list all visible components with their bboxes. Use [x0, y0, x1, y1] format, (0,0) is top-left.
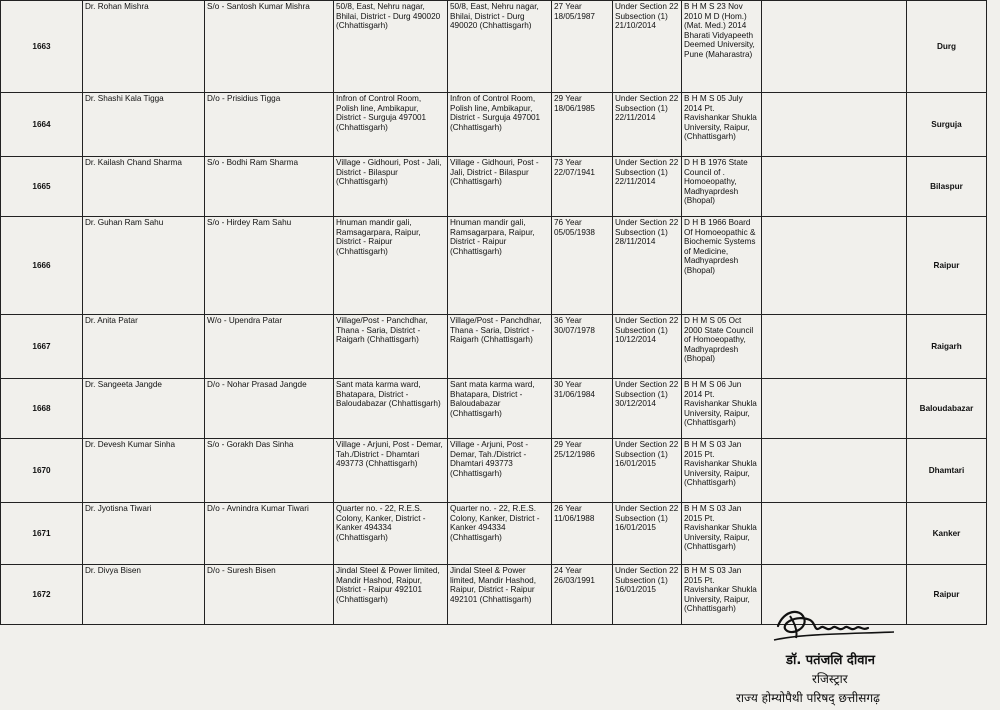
registration-section: Under Section 22 Subsection (1) 21/10/2014 [613, 1, 682, 93]
present-address: Village - Gidhouri, Post - Jali, District - Bilaspur (Chhattisgarh) [448, 157, 552, 217]
registrar-signature [770, 604, 900, 646]
remarks-cell [762, 315, 907, 379]
present-address: Village/Post - Panchdhar, Thana - Saria, District - Raigarh (Chhattisgarh) [448, 315, 552, 379]
qualification: D H M S 05 Oct 2000 State Council of Homoeopathy, Madhyaprdesh (Bhopal) [682, 315, 762, 379]
serial-number: 1672 [1, 565, 83, 625]
parent-relation: S/o - Santosh Kumar Mishra [205, 1, 334, 93]
present-address: Infron of Control Room, Polish line, Ambikapur, District - Surguja 497001 (Chhattisgarh) [448, 93, 552, 157]
registration-section: Under Section 22 Subsection (1) 16/01/2015 [613, 503, 682, 565]
doctor-name: Dr. Kailash Chand Sharma [83, 157, 205, 217]
district: Durg [907, 1, 987, 93]
serial-number: 1668 [1, 379, 83, 439]
table-row [1, 217, 987, 315]
age-dob: 27 Year 18/05/1987 [552, 1, 613, 93]
parent-relation: D/o - Suresh Bisen [205, 565, 334, 625]
age-dob: 29 Year 25/12/1986 [552, 439, 613, 503]
parent-relation: S/o - Hirdey Ram Sahu [205, 217, 334, 315]
table-row [1, 439, 987, 503]
serial-number: 1664 [1, 93, 83, 157]
qualification: D H B 1976 State Council of . Homoeopathy, Madhyaprdesh (Bhopal) [682, 157, 762, 217]
registration-section: Under Section 22 Subsection (1) 28/11/2014 [613, 217, 682, 315]
qualification: B H M S 03 Jan 2015 Pt. Ravishankar Shukla University, Raipur, (Chhattisgarh) [682, 503, 762, 565]
remarks-cell [762, 217, 907, 315]
table-row [1, 315, 987, 379]
present-address: Village - Arjuni, Post - Demar, Tah./District - Dhamtari 493773 (Chhattisgarh) [448, 439, 552, 503]
doctor-name: Dr. Rohan Mishra [83, 1, 205, 93]
permanent-address: Quarter no. - 22, R.E.S. Colony, Kanker, District - Kanker 494334 (Chhattisgarh) [334, 503, 448, 565]
district: Raipur [907, 217, 987, 315]
district: Dhamtari [907, 439, 987, 503]
district: Raigarh [907, 315, 987, 379]
district: Kanker [907, 503, 987, 565]
table-row [1, 1, 987, 93]
permanent-address: Village/Post - Panchdhar, Thana - Saria, District - Raigarh (Chhattisgarh) [334, 315, 448, 379]
serial-number: 1667 [1, 315, 83, 379]
district: Baloudabazar [907, 379, 987, 439]
permanent-address: Village - Gidhouri, Post - Jali, District - Bilaspur (Chhattisgarh) [334, 157, 448, 217]
doctor-name: Dr. Sangeeta Jangde [83, 379, 205, 439]
present-address: Hnuman mandir gali, Ramsagarpara, Raipur, District - Raipur (Chhattisgarh) [448, 217, 552, 315]
registration-section: Under Section 22 Subsection (1) 22/11/2014 [613, 157, 682, 217]
qualification: B H M S 06 Jun 2014 Pt. Ravishankar Shukla University, Raipur, (Chhattisgarh) [682, 379, 762, 439]
remarks-cell [762, 503, 907, 565]
table-row [1, 503, 987, 565]
age-dob: 24 Year 26/03/1991 [552, 565, 613, 625]
qualification: B H M S 03 Jan 2015 Pt. Ravishankar Shukla University, Raipur, (Chhattisgarh) [682, 565, 762, 625]
remarks-cell [762, 1, 907, 93]
permanent-address: Infron of Control Room, Polish line, Ambikapur, District - Surguja 497001 (Chhattisgarh) [334, 93, 448, 157]
permanent-address: Village - Arjuni, Post - Demar, Tah./District - Dhamtari 493773 (Chhattisgarh) [334, 439, 448, 503]
age-dob: 76 Year 05/05/1938 [552, 217, 613, 315]
age-dob: 30 Year 31/06/1984 [552, 379, 613, 439]
registration-section: Under Section 22 Subsection (1) 16/01/2015 [613, 565, 682, 625]
qualification: B H M S 05 July 2014 Pt. Ravishankar Shukla University, Raipur, (Chhattisgarh) [682, 93, 762, 157]
qualification: B H M S 23 Nov 2010 M D (Hom.) (Mat. Med.) 2014 Bharati Vidyapeeth Deemed University, Pune (Maharastra) [682, 1, 762, 93]
remarks-cell [762, 439, 907, 503]
serial-number: 1665 [1, 157, 83, 217]
present-address: Jindal Steel & Power limited, Mandir Hashod, Raipur, District - Raipur 492101 (Chhattisgarh) [448, 565, 552, 625]
remarks-cell [762, 157, 907, 217]
age-dob: 26 Year 11/06/1988 [552, 503, 613, 565]
doctor-name: Dr. Divya Bisen [83, 565, 205, 625]
qualification: B H M S 03 Jan 2015 Pt. Ravishankar Shukla University, Raipur, (Chhattisgarh) [682, 439, 762, 503]
district: Bilaspur [907, 157, 987, 217]
serial-number: 1670 [1, 439, 83, 503]
parent-relation: W/o - Upendra Patar [205, 315, 334, 379]
table-row [1, 379, 987, 439]
signatory-title: रजिस्ट्रार [812, 672, 848, 686]
parent-relation: D/o - Avnindra Kumar Tiwari [205, 503, 334, 565]
permanent-address: Sant mata karma ward, Bhatapara, District - Baloudabazar (Chhattisgarh) [334, 379, 448, 439]
doctor-name: Dr. Anita Patar [83, 315, 205, 379]
parent-relation: S/o - Bodhi Ram Sharma [205, 157, 334, 217]
parent-relation: D/o - Nohar Prasad Jangde [205, 379, 334, 439]
doctor-name: Dr. Guhan Ram Sahu [83, 217, 205, 315]
present-address: Sant mata karma ward, Bhatapara, District - Baloudabazar (Chhattisgarh) [448, 379, 552, 439]
organization-name: राज्य होम्योपैथी परिषद् छत्तीसगढ़ [736, 691, 880, 705]
doctor-name: Dr. Devesh Kumar Sinha [83, 439, 205, 503]
registration-section: Under Section 22 Subsection (1) 16/01/2015 [613, 439, 682, 503]
serial-number: 1663 [1, 1, 83, 93]
registration-section: Under Section 22 Subsection (1) 10/12/2014 [613, 315, 682, 379]
permanent-address: Jindal Steel & Power limited, Mandir Hashod, Raipur, District - Raipur 492101 (Chhattisgarh) [334, 565, 448, 625]
district: Raipur [907, 565, 987, 625]
remarks-cell [762, 93, 907, 157]
registration-section: Under Section 22 Subsection (1) 22/11/2014 [613, 93, 682, 157]
age-dob: 36 Year 30/07/1978 [552, 315, 613, 379]
present-address: 50/8, East, Nehru nagar, Bhilai, District - Durg 490020 (Chhattisgarh) [448, 1, 552, 93]
doctor-name: Dr. Shashi Kala Tigga [83, 93, 205, 157]
doctor-name: Dr. Jyotisna Tiwari [83, 503, 205, 565]
permanent-address: Hnuman mandir gali, Ramsagarpara, Raipur, District - Raipur (Chhattisgarh) [334, 217, 448, 315]
permanent-address: 50/8, East, Nehru nagar, Bhilai, District - Durg 490020 (Chhattisgarh) [334, 1, 448, 93]
serial-number: 1671 [1, 503, 83, 565]
qualification: D H B 1966 Board Of Homoeopathic & Biochemic Systems of Medicine, Madhyaprdesh (Bhopal) [682, 217, 762, 315]
parent-relation: D/o - Prisidius Tigga [205, 93, 334, 157]
parent-relation: S/o - Gorakh Das Sinha [205, 439, 334, 503]
table-row [1, 93, 987, 157]
signatory-name: डॉ. पतंजलि दीवान [786, 653, 876, 668]
age-dob: 29 Year 18/06/1985 [552, 93, 613, 157]
age-dob: 73 Year 22/07/1941 [552, 157, 613, 217]
table-row [1, 157, 987, 217]
registration-section: Under Section 22 Subsection (1) 30/12/2014 [613, 379, 682, 439]
serial-number: 1666 [1, 217, 83, 315]
district: Surguja [907, 93, 987, 157]
remarks-cell [762, 379, 907, 439]
present-address: Quarter no. - 22, R.E.S. Colony, Kanker, District - Kanker 494334 (Chhattisgarh) [448, 503, 552, 565]
